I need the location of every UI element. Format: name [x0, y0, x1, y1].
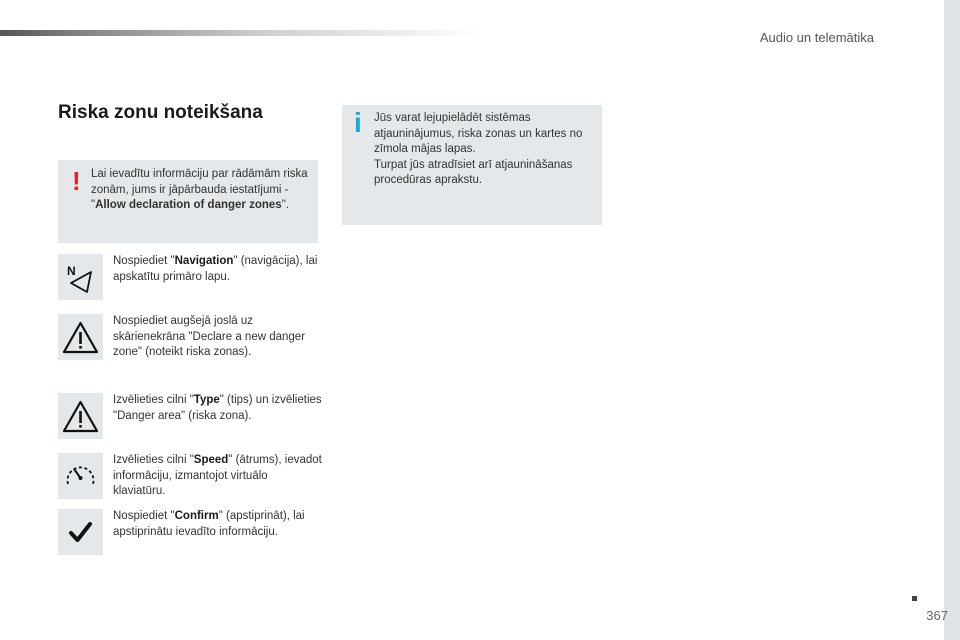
step-text-bold: Confirm [174, 510, 219, 522]
exclamation-icon: ! [72, 166, 81, 196]
step-text [113, 254, 323, 285]
step-confirm [58, 509, 338, 559]
info-note [342, 105, 602, 225]
step-text [113, 453, 323, 500]
step-type [58, 393, 338, 443]
step-text-before: Izvēlieties cilni " [113, 454, 194, 466]
page-marker [912, 596, 917, 601]
step-text-before: Nospiediet " [113, 255, 175, 267]
step-text-after: " (ātrums), ievadot informāciju, izmantojot virtuālo klaviatūru. [113, 454, 322, 497]
step-declare-zone [58, 314, 338, 364]
checkmark-icon [58, 509, 103, 555]
info-note-line: Turpat jūs atradīsiet arī atjaunināšanas procedūras aprakstu. [374, 158, 573, 186]
navigation-icon [58, 254, 103, 300]
navigation-letter: N [67, 264, 76, 278]
step-speed [58, 453, 338, 503]
step-text-bold: Type [193, 394, 220, 406]
speedometer-icon [58, 453, 103, 499]
page-title: Riska zonu noteikšana [58, 102, 263, 123]
step-text-after: " (navigācija), lai apskatītu primāro lapu. [113, 255, 318, 283]
info-icon: i [354, 107, 362, 138]
step-text-after: " (apstiprināt), lai apstiprinātu ievadīto informāciju. [113, 510, 305, 538]
warning-text-after: ". [281, 199, 289, 211]
step-text [113, 314, 323, 361]
info-note-line: Jūs varat lejupielādēt sistēmas atjauninājumus, riska zonas un kartes no zīmola mājas lapas. [374, 112, 583, 155]
warning-triangle-icon [58, 393, 103, 439]
warning-text-before: Lai ievadītu informāciju par rādāmām riska zonām, jums ir jāpārbauda iestatījumi - " [91, 168, 308, 211]
step-text [113, 393, 323, 424]
step-text-before: Nospiediet augšejā joslā uz skārienekrāna "Declare a new danger zone" (noteikt riska zonas). [113, 315, 306, 358]
warning-text-bold: Allow declaration of danger zones [95, 199, 282, 211]
page-number: 367 [926, 608, 948, 623]
warning-triangle-icon [58, 314, 103, 360]
header-gradient-bar [0, 30, 480, 36]
page-edge-strip [944, 0, 960, 640]
step-text-bold: Speed [193, 454, 229, 466]
warning-note [58, 160, 318, 243]
section-title: Audio un telemātika [759, 30, 874, 45]
step-text [113, 509, 323, 540]
warning-note-text [91, 167, 313, 214]
step-text-before: Nospiediet " [113, 510, 175, 522]
info-note-text [374, 111, 596, 189]
step-navigation [58, 254, 338, 304]
step-text-after: " (tips) un izvēlieties "Danger area" (riska zona). [113, 394, 322, 422]
step-text-before: Izvēlieties cilni " [113, 394, 194, 406]
step-text-bold: Navigation [174, 255, 234, 267]
